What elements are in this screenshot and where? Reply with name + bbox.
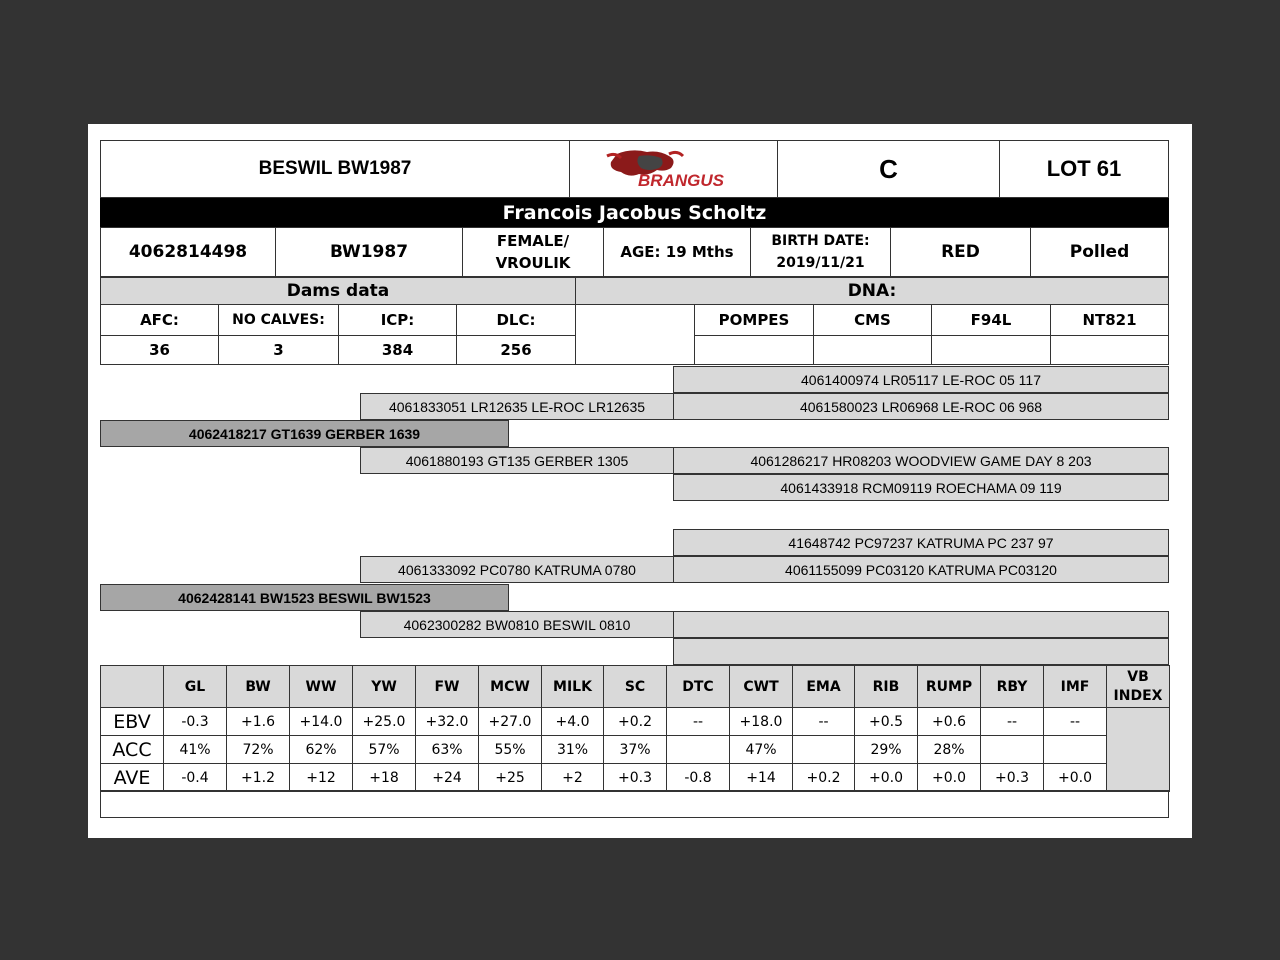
ebv-header-rby: RBY (980, 665, 1044, 708)
ebv-header-bw: BW (226, 665, 290, 708)
ebv-cell-ebv-bw: +1.6 (226, 707, 290, 736)
pedigree-dam-dam: 4062300282 BW0810 BESWIL 0810 (360, 611, 674, 638)
colour-value: RED (890, 227, 1031, 277)
pedigree-sire: 4062418217 GT1639 GERBER 1639 (100, 420, 509, 447)
vb-index-label-line1: VB (1127, 668, 1149, 685)
ebv-header-ww: WW (289, 665, 353, 708)
vb-index-header (1106, 665, 1170, 708)
ebv-cell-acc-cwt: 47% (729, 735, 793, 764)
ebv-cell-ave-cwt: +14 (729, 763, 793, 792)
ebv-cell-ebv-cwt: +18.0 (729, 707, 793, 736)
ebv-cell-acc-bw: 72% (226, 735, 290, 764)
ebv-row-label-ebv: EBV (100, 707, 164, 736)
no-calves-value: 3 (218, 335, 339, 365)
lot-number: LOT 61 (999, 140, 1169, 198)
ebv-cell-ebv-milk: +4.0 (541, 707, 604, 736)
ebv-cell-acc-yw: 57% (352, 735, 416, 764)
pedigree-sire-sire-sire: 4061400974 LR05117 LE-ROC 05 117 (673, 366, 1169, 393)
pedigree-dam-dam-sire (673, 611, 1169, 638)
pedigree-sire-dam-dam: 4061433918 RCM09119 ROECHAMA 09 119 (673, 474, 1169, 501)
age-value: AGE: 19 Mths (603, 227, 751, 277)
ebv-cell-acc-rby (980, 735, 1044, 764)
svg-text:BRANGUS: BRANGUS (637, 171, 724, 190)
ebv-cell-ave-bw: +1.2 (226, 763, 290, 792)
ebv-cell-acc-imf (1043, 735, 1107, 764)
pompes-value (694, 335, 814, 365)
ebv-cell-ave-gl: -0.4 (163, 763, 227, 792)
ebv-header-rib: RIB (854, 665, 918, 708)
ebv-cell-acc-milk: 31% (541, 735, 604, 764)
ebv-cell-ebv-dtc: -- (666, 707, 730, 736)
id-number: 4062814498 (100, 227, 276, 277)
pedigree-dam-sire-dam: 4061155099 PC03120 KATRUMA PC03120 (673, 556, 1169, 583)
pedigree-dam-sire-sire: 41648742 PC97237 KATRUMA PC 237 97 (673, 529, 1169, 556)
ebv-cell-ave-sc: +0.3 (603, 763, 667, 792)
ebv-header-dtc: DTC (666, 665, 730, 708)
cms-label: CMS (813, 304, 932, 336)
ebv-cell-ave-mcw: +25 (478, 763, 542, 792)
vb-index-label-line2: INDEX (1113, 687, 1163, 704)
ebv-cell-ebv-rib: +0.5 (854, 707, 918, 736)
ebv-cell-acc-mcw: 55% (478, 735, 542, 764)
ebv-cell-ave-rib: +0.0 (854, 763, 918, 792)
ebv-cell-ebv-ema: -- (792, 707, 855, 736)
ebv-cell-ave-imf: +0.0 (1043, 763, 1107, 792)
pedigree-dam: 4062428141 BW1523 BESWIL BW1523 (100, 584, 509, 611)
ebv-cell-ave-yw: +18 (352, 763, 416, 792)
dlc-label: DLC: (456, 304, 576, 336)
ebv-cell-ave-rby: +0.3 (980, 763, 1044, 792)
icp-label: ICP: (338, 304, 457, 336)
ebv-header-yw: YW (352, 665, 416, 708)
birth-date-label: BIRTH DATE: (771, 233, 870, 249)
sex-label: FEMALE/ (496, 232, 570, 250)
horn-status: Polled (1030, 227, 1169, 277)
notes-row (100, 790, 1169, 818)
ebv-cell-ebv-sc: +0.2 (603, 707, 667, 736)
pedigree-dam-sire: 4061333092 PC0780 KATRUMA 0780 (360, 556, 674, 583)
ebv-cell-ebv-rby: -- (980, 707, 1044, 736)
ebv-header-fw: FW (415, 665, 479, 708)
grade-value: C (777, 140, 1000, 198)
dams-data-title: Dams data (100, 277, 576, 305)
animal-name: BESWIL BW1987 (100, 140, 570, 198)
brangus-logo (569, 140, 778, 198)
dna-title: DNA: (575, 277, 1169, 305)
ebv-cell-acc-ema (792, 735, 855, 764)
ebv-cell-ave-fw: +24 (415, 763, 479, 792)
f94l-value (931, 335, 1051, 365)
ebv-cell-ebv-imf: -- (1043, 707, 1107, 736)
ebv-cell-acc-rib: 29% (854, 735, 918, 764)
pedigree-sire-dam-sire: 4061286217 HR08203 WOODVIEW GAME DAY 8 203 (673, 447, 1169, 474)
ebv-cell-acc-fw: 63% (415, 735, 479, 764)
pedigree-sire-sire: 4061833051 LR12635 LE-ROC LR12635 (360, 393, 674, 420)
nt821-label: NT821 (1050, 304, 1169, 336)
catalog-sheet (88, 124, 1192, 838)
ebv-header-gl: GL (163, 665, 227, 708)
icp-value: 384 (338, 335, 457, 365)
f94l-label: F94L (931, 304, 1051, 336)
ebv-cell-ebv-rump: +0.6 (917, 707, 981, 736)
pedigree-sire-dam: 4061880193 GT135 GERBER 1305 (360, 447, 674, 474)
ebv-cell-acc-dtc (666, 735, 730, 764)
no-calves-label: NO CALVES: (218, 304, 339, 336)
ebv-corner (100, 665, 164, 708)
cms-value (813, 335, 932, 365)
ebv-header-cwt: CWT (729, 665, 793, 708)
ebv-cell-ebv-gl: -0.3 (163, 707, 227, 736)
ebv-cell-ave-ww: +12 (289, 763, 353, 792)
dlc-value: 256 (456, 335, 576, 365)
ebv-cell-ebv-ww: +14.0 (289, 707, 353, 736)
ebv-cell-ave-ema: +0.2 (792, 763, 855, 792)
ebv-row-label-ave: AVE (100, 763, 164, 792)
ebv-header-mcw: MCW (478, 665, 542, 708)
ebv-cell-ebv-yw: +25.0 (352, 707, 416, 736)
ebv-cell-ave-milk: +2 (541, 763, 604, 792)
ebv-header-imf: IMF (1043, 665, 1107, 708)
pedigree-sire-sire-dam: 4061580023 LR06968 LE-ROC 06 968 (673, 393, 1169, 420)
ebv-row-label-acc: ACC (100, 735, 164, 764)
bull-head-icon (599, 146, 749, 192)
pedigree-dam-dam-dam (673, 638, 1169, 665)
owner-name: Francois Jacobus Scholtz (100, 198, 1169, 227)
dna-blank (575, 304, 695, 365)
ebv-header-sc: SC (603, 665, 667, 708)
nt821-value (1050, 335, 1169, 365)
ebv-cell-acc-gl: 41% (163, 735, 227, 764)
ebv-cell-ebv-mcw: +27.0 (478, 707, 542, 736)
pompes-label: POMPES (694, 304, 814, 336)
sex-label-afrikaans: VROULIK (495, 254, 571, 272)
ebv-cell-ave-rump: +0.0 (917, 763, 981, 792)
ebv-cell-ebv-fw: +32.0 (415, 707, 479, 736)
ebv-cell-acc-rump: 28% (917, 735, 981, 764)
afc-label: AFC: (100, 304, 219, 336)
ebv-cell-acc-sc: 37% (603, 735, 667, 764)
ebv-cell-ave-dtc: -0.8 (666, 763, 730, 792)
sex-cell (462, 227, 604, 277)
ebv-cell-acc-ww: 62% (289, 735, 353, 764)
birth-date-value: 2019/11/21 (776, 255, 865, 271)
afc-value: 36 (100, 335, 219, 365)
birth-date-cell (750, 227, 891, 277)
ebv-header-milk: MILK (541, 665, 604, 708)
ebv-header-rump: RUMP (917, 665, 981, 708)
ebv-header-ema: EMA (792, 665, 855, 708)
vb-index-value (1106, 707, 1170, 792)
animal-code: BW1987 (275, 227, 463, 277)
